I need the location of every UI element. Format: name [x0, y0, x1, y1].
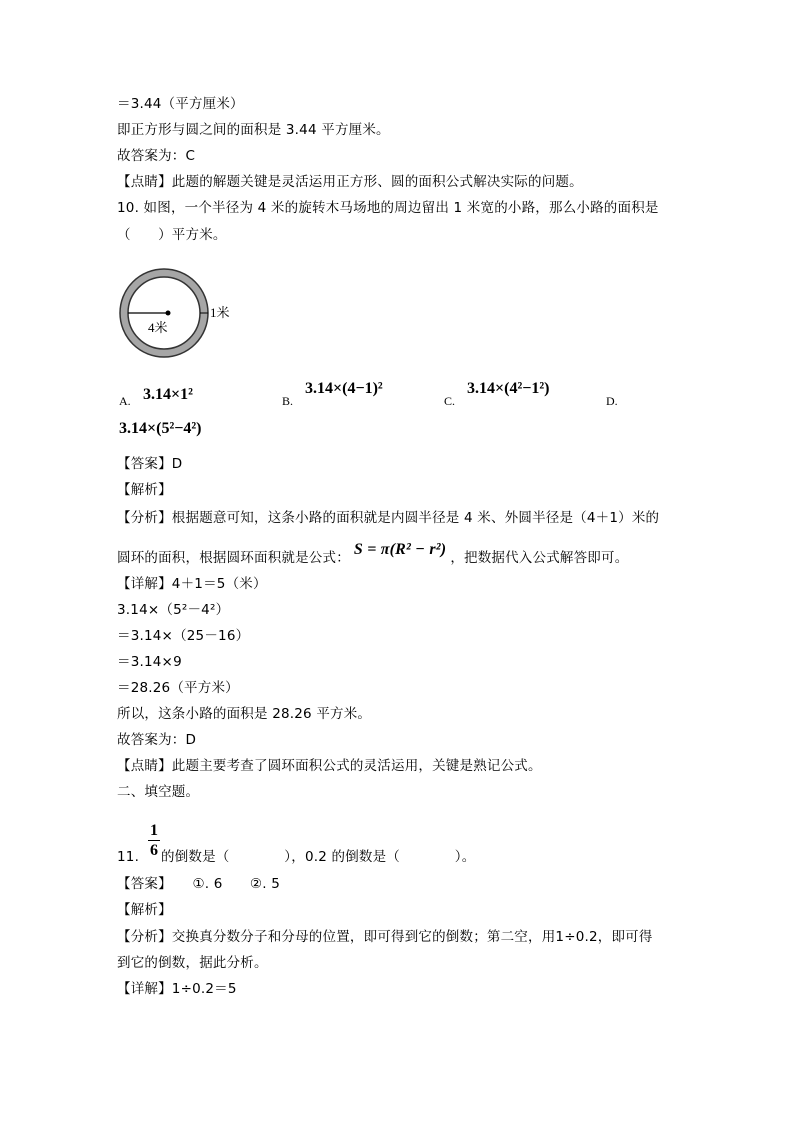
option-d-formula: 3.14×(5²−4²) — [119, 420, 202, 437]
comment-10: 【点睛】此题主要考查了圆环面积公式的灵活运用，关键是熟记公式。 — [117, 758, 542, 774]
numerator: 1 — [150, 822, 158, 839]
ring-area-formula: S = π(R² − r²) — [353, 541, 447, 558]
detail-10: 【详解】4＋1＝5（米） — [117, 576, 267, 592]
fraction-one-sixth — [148, 822, 160, 859]
ring-figure — [118, 265, 248, 365]
conclusion: 所以，这条小路的面积是 28.26 平方米。 — [117, 706, 372, 722]
option-d-label: D. — [606, 394, 618, 408]
inner-radius-label: 4米 — [148, 320, 168, 335]
question-10-blank: （ ）平方米。 — [117, 227, 227, 243]
outer-width-label: 1米 — [210, 305, 230, 320]
option-c-formula: 3.14×(4²−1²) — [467, 380, 550, 397]
text: 圆环的面积，根据圆环面积就是公式： — [117, 550, 350, 566]
calc-step: ＝3.14×（25－16） — [117, 628, 250, 644]
question-11-number: 11. — [117, 849, 140, 865]
detail-11: 【详解】1÷0.2＝5 — [117, 981, 237, 997]
analysis-10: 【分析】根据题意可知，这条小路的面积就是内圆半径是 4 米、外圆半径是（4＋1）米的 — [117, 510, 660, 526]
analysis-10-cont — [117, 541, 629, 567]
text-line: 即正方形与圆之间的面积是 3.44 平方厘米。 — [117, 122, 390, 138]
answer-10: 【答案】D — [117, 456, 183, 472]
calc-step: ＝28.26（平方米） — [117, 680, 239, 696]
calc-step: ＝3.14×9 — [117, 654, 182, 670]
analysis-11-cont: 到它的倒数，据此分析。 — [117, 955, 268, 971]
final-answer: 故答案为：D — [117, 732, 197, 748]
section-heading: 二、填空题。 — [117, 784, 200, 800]
analysis-heading-11: 【解析】 — [117, 902, 172, 918]
answer-11: 【答案】 ①. 6 ②. 5 — [117, 876, 280, 892]
option-c-label: C. — [444, 394, 456, 408]
text: ，把数据代入公式解答即可。 — [450, 550, 629, 566]
question-10: 10. 如图，一个半径为 4 米的旋转木马场地的周边留出 1 米宽的小路，那么小路的面积是 — [117, 200, 659, 216]
text-line: ＝3.44（平方厘米） — [117, 96, 244, 112]
option-b-formula: 3.14×(4−1)² — [305, 380, 383, 397]
analysis-heading-10: 【解析】 — [117, 482, 172, 498]
denominator: 6 — [150, 842, 158, 859]
option-a-label: A. — [119, 394, 131, 408]
text-line: 【点睛】此题的解题关键是灵活运用正方形、圆的面积公式解决实际的问题。 — [117, 174, 583, 190]
calc-step: 3.14×（5²－4²） — [117, 602, 230, 618]
option-a-formula: 3.14×1² — [143, 386, 193, 403]
text-line: 故答案为：C — [117, 148, 196, 164]
analysis-11: 【分析】交换真分数分子和分母的位置，即可得到它的倒数；第二空，用1÷0.2，即可得 — [117, 929, 653, 945]
option-b-label: B. — [282, 394, 294, 408]
question-11: 的倒数是（ ），0.2 的倒数是（ ）。 — [161, 849, 476, 865]
